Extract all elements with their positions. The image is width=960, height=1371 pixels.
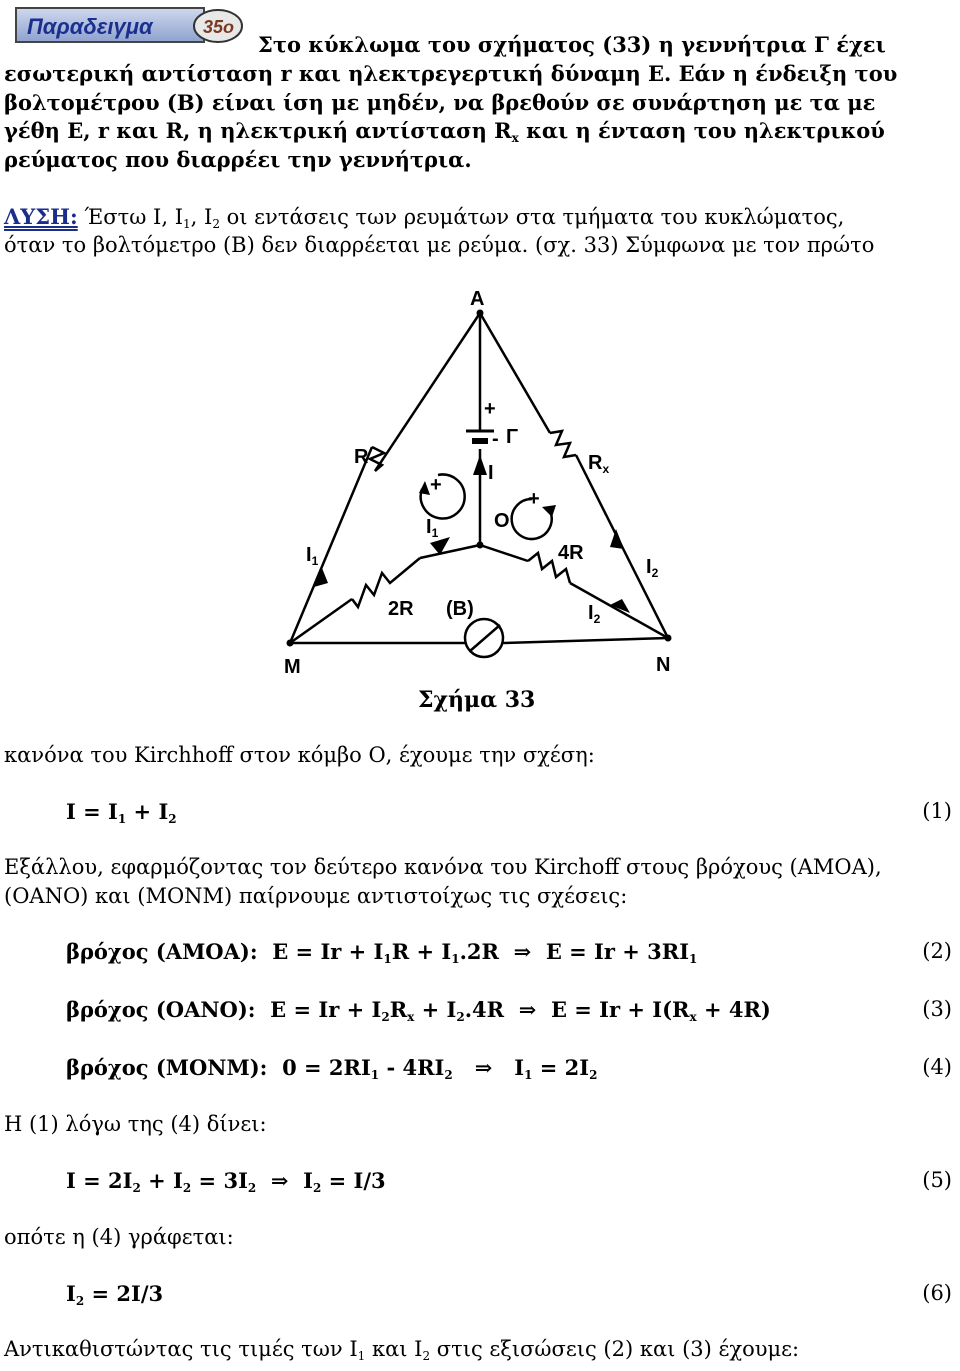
figure-caption: Σχήμα 33 xyxy=(418,687,536,713)
label-loop-plus-left: + xyxy=(430,474,442,496)
equation-3-number: (3) xyxy=(922,997,952,1021)
equation-4-number: (4) xyxy=(922,1055,952,1079)
label-N: N xyxy=(656,654,671,676)
wire-B-N xyxy=(503,638,668,643)
arrow-I2-right xyxy=(610,529,624,549)
equation-4: βρόχος (ΜΟΝΜ): $0 = 2RI_1 - 4RI_2$ ⇒ $I_1 = 2I_2$ (4) xyxy=(66,1055,952,1082)
wire-A-R xyxy=(375,313,480,471)
label-I2-inner: $I_2$ xyxy=(588,602,601,626)
loop-arrow-left xyxy=(421,474,465,518)
label-battery-minus: - xyxy=(492,428,499,450)
label-battery-plus: + xyxy=(484,398,496,420)
node-O xyxy=(477,542,484,549)
solution-label: ΛΥΣΗ: xyxy=(4,204,78,229)
label-I: I xyxy=(488,462,494,484)
label-2R: 2R xyxy=(388,598,414,620)
problem-line-1: Στο κύκλωμα του σχήματος (33) η γεννήτρια Γ έχει xyxy=(258,32,886,57)
last-line: Αντικαθιστώντας τις τιμές των $I_1$ και $I_2$ στις εξισώσεις (2) και (3) έχουμε: xyxy=(4,1337,800,1363)
problem-line-3: βολτομέτρου (Β) είναι ίση με μηδέν, να βρεθούν σε συνάρτηση με τα με xyxy=(4,90,876,115)
label-R: R xyxy=(354,446,369,468)
opote-text: οπότε η (4) γράφεται: xyxy=(4,1225,234,1249)
kirchhoff-first-rule: κανόνα του Kirchhoff στον κόμβο Ο, έχουμε την σχέση: xyxy=(4,743,595,767)
solution-line-1: ΛΥΣΗ: Έστω Ι, $I_1$, $I_2$ οι εντάσεις των ρευμάτων στα τμήματα του κυκλώματος, xyxy=(4,204,845,231)
arrow-I xyxy=(473,455,487,475)
label-B: (B) xyxy=(446,598,474,620)
para2-line-2: (ΟΑΝΟ) και (ΜΟΝΜ) παίρνουμε αντιστοίχως τις σχέσεις: xyxy=(4,884,628,908)
loop-arrowhead-left xyxy=(419,481,430,495)
node-M xyxy=(287,640,294,647)
problem-line-5: ρεύματος που διαρρέει την γεννήτρια. xyxy=(4,147,472,172)
h1-text: Η (1) λόγω της (4) δίνει: xyxy=(4,1112,267,1136)
equation-2-number: (2) xyxy=(922,939,952,963)
label-O: O xyxy=(494,510,510,532)
para2-line-1: Εξάλλου, εφαρμόζοντας τον δεύτερο κανόνα του Kirchoff στους βρόχους (ΑΜΟΑ), xyxy=(4,855,882,879)
wire-O-4R xyxy=(480,545,528,561)
problem-line-2: εσωτερική αντίσταση r και ηλεκτρεγερτική δύναμη Ε. Εάν η ένδειξη του xyxy=(4,61,898,86)
voltmeter-needle xyxy=(470,625,500,651)
wire-O-2R xyxy=(420,545,480,558)
badge-number: 35ο xyxy=(203,17,235,37)
label-I1-inner: $I_1$ xyxy=(426,516,439,540)
label-I1-left: $I_1$ xyxy=(306,544,319,568)
label-I2-right: $I_2$ xyxy=(646,556,659,580)
equation-3: βρόχος (ΟΑΝΟ): $E = Ir + I_2R_x + I_2.4R$ ⇒ $E = Ir + I(R_x + 4R)$ (3) xyxy=(66,997,952,1024)
node-A xyxy=(477,310,484,317)
label-loop-plus-right: + xyxy=(528,488,540,510)
circuit-diagram xyxy=(270,283,710,678)
solution-line-2: όταν το βολτόμετρο (Β) δεν διαρρέεται με ρεύμα. (σχ. 33) Σύμφωνα με τον πρώτο xyxy=(4,233,875,257)
badge-label: Παραδειγμα xyxy=(27,14,153,39)
label-M: M xyxy=(284,656,301,678)
equation-5: $I = 2I_2 + I_2 = 3I_2$ ⇒ $I_2 = I/3$ (5) xyxy=(66,1168,952,1195)
label-A: A xyxy=(470,288,485,310)
resistor-Rx xyxy=(550,431,576,457)
label-4R: 4R xyxy=(558,542,584,564)
label-Rx: $R_x$ xyxy=(588,452,610,476)
problem-line-4: γέθη Ε, r και R, η ηλεκτρική αντίσταση $R_x$ και η ένταση του ηλεκτρικού xyxy=(4,118,885,145)
node-N xyxy=(665,635,672,642)
equation-5-number: (5) xyxy=(922,1168,952,1192)
equation-1-number: (1) xyxy=(922,799,952,823)
example-badge xyxy=(15,6,245,46)
equation-1: $I = I_1 + I_2$ (1) xyxy=(66,799,952,826)
equation-6-number: (6) xyxy=(922,1281,952,1305)
equation-6: $I_2 = 2I/3$ (6) xyxy=(66,1281,952,1308)
equation-2: βρόχος (ΑΜΟΑ): $E = Ir + I_1R + I_1.2R$ ⇒ $E = Ir + 3RI_1$ (2) xyxy=(66,939,952,966)
loop-arrowhead-right xyxy=(542,505,556,517)
label-gamma: Γ xyxy=(506,426,519,448)
